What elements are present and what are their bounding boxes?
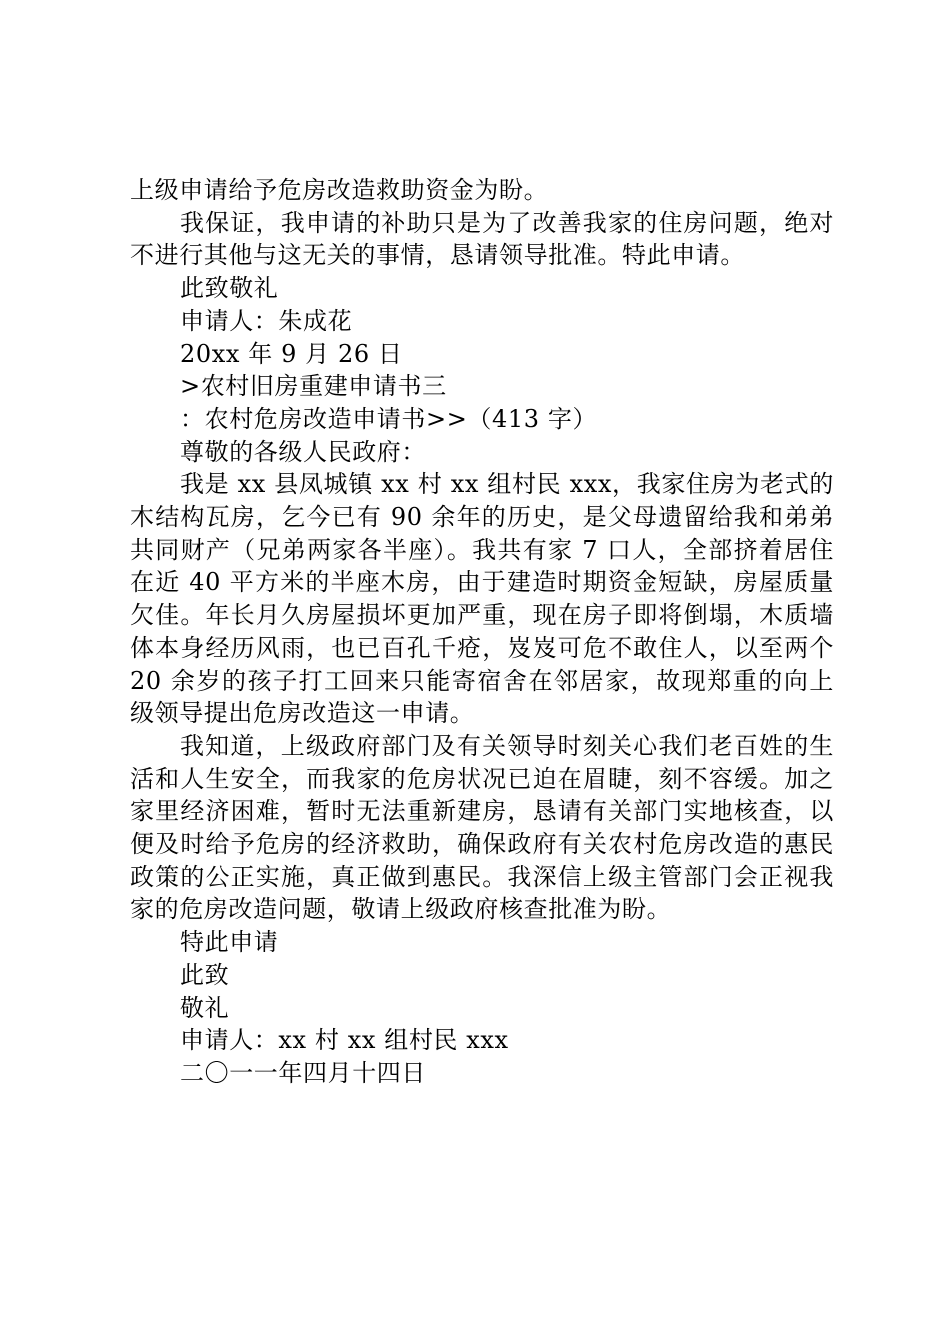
closing-salutation-1: 此致敬礼 (180, 274, 279, 303)
document-body (130, 174, 834, 1090)
section-heading-line-1: >农村旧房重建申请书三 (180, 372, 447, 401)
closing-cizhi: 此致 (180, 960, 230, 989)
date-2: 二〇一一年四月十四日 (180, 1058, 426, 1087)
applicant-1: 申请人：朱成花 (180, 306, 353, 335)
applicant-2: 申请人：xx 村 xx 组村民 xxx (180, 1026, 509, 1055)
closing-jingli: 敬礼 (180, 993, 230, 1022)
paragraph-continuation: 上级申请给予危房改造救助资金为盼。 (130, 176, 549, 204)
closing-special-request: 特此申请 (180, 928, 279, 957)
greeting: 尊敬的各级人民政府： (180, 437, 426, 466)
paragraph-guarantee: 我保证，我申请的补助只是为了改善我家的住房问题，绝对不进行其他与这无关的事情，恳请领导批准。特此申请。 (130, 208, 834, 270)
paragraph-situation: 我是 xx 县凤城镇 xx 村 xx 组村民 xxx，我家住房为老式的木结构瓦房，乞今已有 90 余年的历史，是父母遗留给我和弟弟共同财产（兄弟两家各半座）。我共有家 7 口人，全部挤着居住在近 40 平方米的半座木房，由于建造时期资金短缺，房屋质量欠佳。年长月久房屋损坏更加严重，现在房子即将倒塌，木质墙体本身经历风雨，也已百孔千疮，岌岌可危不敢住人，以至两个 20 余岁的孩子打工回来只能寄宿舍在邻居家，故现郑重的向上级领导提出危房改造这一申请。 (130, 470, 834, 728)
section-heading-line-2: ：农村危房改造申请书>>（413 字） (180, 404, 598, 433)
date-1: 20xx 年 9 月 26 日 (180, 339, 403, 368)
paragraph-request: 我知道，上级政府部门及有关领导时刻关心我们老百姓的生活和人生安全，而我家的危房状况已迫在眉睫，刻不容缓。加之家里经济困难，暂时无法重新建房，恳请有关部门实地核查，以便及时给予危房的经济救助，确保政府有关农村危房改造的惠民政策的公正实施，真正做到惠民。我深信上级主管部门会正视我家的危房改造问题，敬请上级政府核查批准为盼。 (130, 731, 834, 924)
